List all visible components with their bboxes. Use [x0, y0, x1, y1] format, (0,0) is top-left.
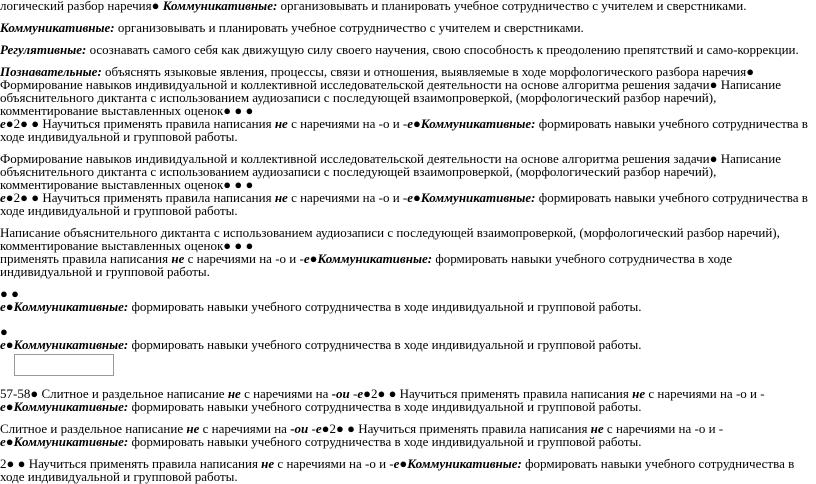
- bullet: ●: [709, 151, 718, 166]
- bullet: ●: [0, 286, 8, 301]
- label-communicative: Коммуникативные:: [420, 116, 536, 131]
- text: 57-58: [0, 386, 31, 401]
- text: объяснять языковые явления, процессы, связи и отношения, выявляемые в ходе морфологического разбора наречия: [101, 64, 747, 79]
- text-ne: не: [274, 116, 288, 131]
- label-regulative: Регулятивные:: [0, 42, 87, 57]
- text: е: [357, 386, 364, 401]
- text: с наречиями на -о и -: [287, 116, 408, 131]
- text: Научиться применять правила написания: [25, 456, 262, 471]
- text: е: [407, 190, 414, 205]
- label-cognitive: Познавательные:: [0, 64, 102, 79]
- bullet: ●: [413, 190, 421, 205]
- text: е: [0, 116, 6, 131]
- text: -ои: [331, 386, 350, 401]
- bullet: ●: [151, 0, 160, 13]
- bullet: ●: [5, 190, 14, 205]
- label-communicative: Коммуникативные:: [162, 0, 278, 13]
- text: организовывать и планировать учебное сотрудничество с учителем и сверстниками.: [277, 0, 747, 13]
- paragraph-9: [0, 387, 816, 413]
- bullet: ●: [5, 116, 14, 131]
- text: Научиться применять правила написания: [354, 421, 591, 436]
- text: Научиться применять правила написания: [39, 190, 275, 205]
- label-communicative: Коммуникативные:: [13, 337, 129, 352]
- bullet: ●: [399, 456, 408, 471]
- bullet: ●: [377, 386, 386, 401]
- text: с наречиями на -о и -: [287, 190, 408, 205]
- text: формировать навыки учебного сотрудничества в ходе индивидуальной и групповой работы.: [128, 299, 642, 314]
- bullet: ●: [5, 337, 14, 352]
- text: 2: [0, 456, 7, 471]
- paragraph-2: [0, 21, 816, 34]
- text: Слитное и раздельное написание: [38, 386, 228, 401]
- text: 2: [370, 386, 378, 401]
- text-ne: не: [632, 386, 646, 401]
- text: е: [0, 190, 6, 205]
- text: е: [303, 251, 310, 266]
- bullet: ●: [5, 299, 14, 314]
- text: с наречиями на -о и -: [603, 421, 724, 436]
- bullet: ●: [746, 64, 755, 79]
- text: формировать навыки учебного сотрудничества в ходе индивидуальной и групповой работы.: [0, 456, 795, 484]
- text: Написание объяснительного диктанта с использованием аудиозаписи с последующей взаимопроверкой, (морфологический разбор наречий), комментирование выставленных оценок: [0, 225, 780, 253]
- bullet: ●: [413, 116, 421, 131]
- bullet: ●: [223, 103, 232, 118]
- bullet: ●: [20, 116, 28, 131]
- text: 2: [329, 421, 336, 436]
- text: формировать навыки учебного сотрудничества в ходе индивидуальной и групповой работы.: [128, 434, 642, 449]
- bullet: ●: [5, 399, 14, 414]
- text: Написание объяснительного диктанта с использованием аудиозаписи с последующей взаимопроверкой, (морфологический разбор наречий), комментирование выставленных оценок: [0, 151, 781, 192]
- text-ne: не: [274, 190, 288, 205]
- text-ne: не: [227, 386, 241, 401]
- bullet: ●: [347, 421, 355, 436]
- bullet: ●: [17, 456, 26, 471]
- text: логический разбор наречия: [0, 0, 152, 13]
- text: с наречиями на -о и -: [274, 456, 394, 471]
- label-communicative: Коммуникативные:: [13, 434, 129, 449]
- text: е: [0, 434, 6, 449]
- bullet: ●: [20, 190, 28, 205]
- text: Научиться применять правила написания: [396, 386, 633, 401]
- bullet: ●: [11, 286, 19, 301]
- bullet: ●: [388, 386, 397, 401]
- text: осознавать самого себя как движущую силу своего научения, свою способность к преодолению препятствий и само-коррекции.: [86, 42, 799, 57]
- text: е: [0, 299, 6, 314]
- text-ne: не: [261, 456, 275, 471]
- text: Слитное и раздельное написание: [0, 421, 187, 436]
- text: с наречиями на: [240, 386, 332, 401]
- text-ne: не: [171, 251, 185, 266]
- text: е: [0, 399, 6, 414]
- paragraph-5: [0, 152, 816, 217]
- bullet: ●: [309, 251, 318, 266]
- bullet: ●: [709, 77, 718, 92]
- text: е: [0, 337, 6, 352]
- bullet: ●: [0, 324, 8, 339]
- text: применять правила написания: [0, 251, 172, 266]
- label-communicative: Коммуникативные:: [13, 399, 129, 414]
- text: с наречиями на: [199, 421, 291, 436]
- label-communicative: Коммуникативные:: [420, 190, 536, 205]
- label-communicative: Коммуникативные:: [0, 20, 115, 35]
- bullet: ●: [363, 386, 371, 401]
- paragraph-4: [0, 65, 816, 143]
- text: Формирование навыков индивидуальной и коллективной исследовательской деятельности на основе алгоритма решения задачи: [0, 77, 710, 92]
- text-ne: не: [590, 421, 604, 436]
- bullet: ●: [245, 177, 254, 192]
- text: формировать навыки учебного сотрудничества в ходе индивидуальной и групповой работы.: [0, 251, 733, 279]
- text: -ои: [290, 421, 309, 436]
- text: Формирование навыков индивидуальной и коллективной исследовательской деятельности на основе алгоритма решения задачи: [0, 151, 710, 166]
- paragraph-1: [0, 0, 816, 12]
- paragraph-11: [0, 457, 816, 483]
- text: с наречиями на -о и -: [184, 251, 304, 266]
- label-communicative: Коммуникативные:: [13, 299, 129, 314]
- bullet: ●: [5, 434, 14, 449]
- text: -: [349, 386, 358, 401]
- paragraph-3: [0, 43, 816, 56]
- bullet: ●: [223, 177, 232, 192]
- text: Научиться применять правила написания: [39, 116, 275, 131]
- text: Написание объяснительного диктанта с использованием аудиозаписи с последующей взаимопроверкой, (морфологический разбор наречий), комментирование выставленных оценок: [0, 77, 781, 118]
- label-communicative: Коммуникативные:: [407, 456, 522, 471]
- bullet: ●: [234, 238, 243, 253]
- bullet: ●: [234, 177, 243, 192]
- bullet: ●: [31, 190, 40, 205]
- bullet: ●: [336, 421, 344, 436]
- text: формировать навыки учебного сотрудничества в ходе индивидуальной и групповой работы.: [0, 190, 808, 218]
- bullet: ●: [234, 103, 243, 118]
- bullet: ●: [30, 386, 39, 401]
- text: 2: [13, 116, 21, 131]
- bullet: ●: [31, 116, 40, 131]
- text: е: [407, 116, 414, 131]
- text: организовывать и планировать учебное сотрудничество с учителем и сверстниками.: [114, 20, 584, 35]
- paragraph-6: [0, 226, 816, 278]
- text: формировать навыки учебного сотрудничества в ходе индивидуальной и групповой работы.: [128, 399, 642, 414]
- paragraph-10: [0, 422, 816, 448]
- label-communicative: Коммуникативные:: [317, 251, 433, 266]
- bullet: ●: [245, 103, 254, 118]
- paragraph-7: [0, 287, 816, 313]
- bullet: ●: [223, 238, 232, 253]
- text: -: [308, 421, 316, 436]
- text: формировать навыки учебного сотрудничества в ходе индивидуальной и групповой работы.: [128, 337, 642, 352]
- text: формировать навыки учебного сотрудничества в ходе индивидуальной и групповой работы.: [0, 116, 808, 144]
- empty-frame: [14, 354, 114, 376]
- text: с наречиями на -о и -: [645, 386, 765, 401]
- text-ne: не: [186, 421, 200, 436]
- text: 2: [13, 190, 21, 205]
- text: е: [315, 421, 322, 436]
- paragraph-8: [0, 325, 816, 351]
- bullet: ●: [6, 456, 15, 471]
- bullet: ●: [321, 421, 330, 436]
- text: е: [393, 456, 400, 471]
- bullet: ●: [245, 238, 254, 253]
